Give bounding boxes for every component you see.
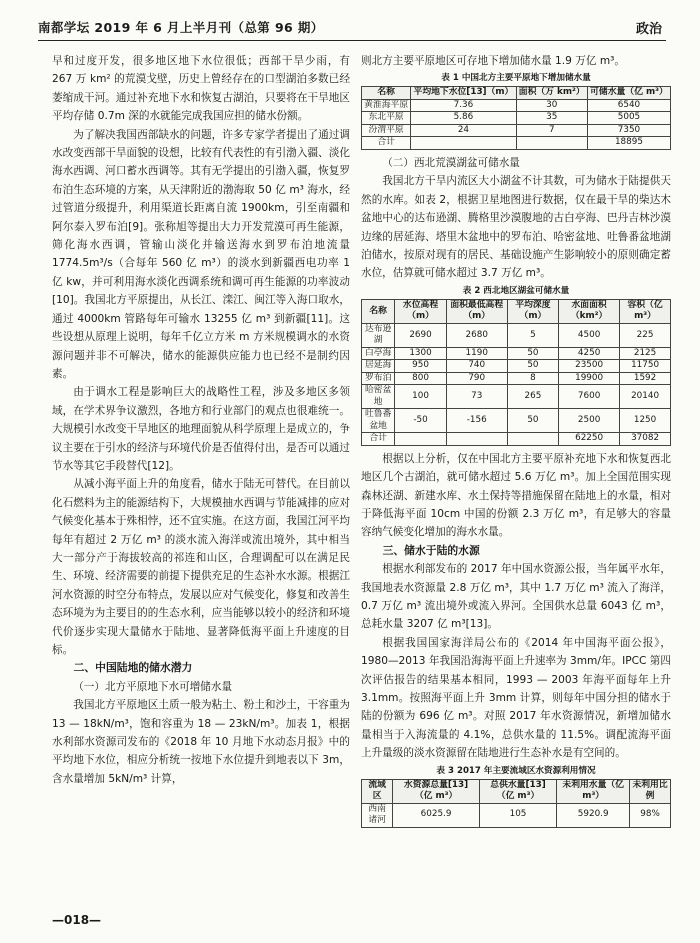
table-cell: 23500 xyxy=(559,360,620,373)
paragraph: 我国北方平原地区土质一般为粘土、粉土和沙土，干容重为 13 — 18kN/m³，饱和容重为 18 — 23kN/m³。加表 1，根据水利部水资源司发布的《2018 年 10 月地下水动态月报》中的平均地下水位，相应分析统一按地下水位提升到地表以下 3m，含水量增加 5kN/m³ 计算， xyxy=(52,699,350,785)
table-cell: 合计 xyxy=(362,433,395,446)
table-cell: 50 xyxy=(507,347,558,360)
table-header-cell: 面积（万 km²） xyxy=(516,87,587,100)
table-cell: 白亭海 xyxy=(362,347,395,360)
paragraph: 早和过度开发，很多地区地下水位很低；西部干旱少雨，有 267 万 km² 的荒漠戈壁，历史上曾经存在的口型湖泊多数已经萎缩成干河。通过补充地下水和恢复古湖泊，只要将在干旱地区平均存储 0.7m 深的水就能完成我国应担的储水份额。 xyxy=(52,55,350,123)
table-cell xyxy=(516,137,587,150)
table-cell: 汾渭平原 xyxy=(362,124,411,137)
left-column xyxy=(52,52,350,788)
table-cell: -156 xyxy=(446,409,507,433)
paragraph: 则北方主要平原地区可存地下增加储水量 1.9 万亿 m³。 xyxy=(361,55,625,67)
table-water-resources xyxy=(361,779,671,828)
table-header-cell: 面积最低高程（m） xyxy=(446,299,507,323)
table-cell: 5920.9 xyxy=(557,803,630,827)
section-heading: 三、储水于陆的水源 xyxy=(382,543,480,557)
table-header-cell: 流域区 xyxy=(362,779,393,803)
table-cell: 4250 xyxy=(559,347,620,360)
table-header-cell: 水资源总量[13]（亿 m³） xyxy=(393,779,479,803)
section-label: 政治 xyxy=(635,22,662,37)
paragraph: 由于调水工程是影响巨大的战略性工程，涉及多地区多领域，在学术界争议激烈，各地方和行业部门的观点也很难统一。大规模引水改变干旱地区的地理面貌从科学原理上是成立的，争议主要在于引水的经济与环境代价是否值得付出，是否可以通过节水等其它手段替代[12]。 xyxy=(52,386,350,472)
table-cell: 800 xyxy=(395,372,446,385)
table-cell: 2690 xyxy=(395,323,446,347)
table-header-cell: 未利用水量（亿 m³） xyxy=(557,779,630,803)
table-cell: 4500 xyxy=(559,323,620,347)
table-header-cell: 名称 xyxy=(362,299,395,323)
paragraph: 根据我国国家海洋局公布的《2014 年中国海平面公报》，1980—2013 年我国沿海海平面上升速率为 3mm/年。IPCC 第四次评估报告的结果基本相同，1993 — 2003 年海平面每年上升 3.1mm。按照海平面上升 3mm 计算，则每年中国分担的储水于陆的份额为 696 亿 m³。对照 2017 年水资源情况，新增加储水量相当于入海流量的 4.1%，总供水量的 11.5%。调配流海平面上升量级的淡水资源留在陆地进行生态补水是有空间的。 xyxy=(361,636,671,760)
table-cell: 265 xyxy=(507,385,558,409)
table-cell: 2500 xyxy=(559,409,620,433)
table-cell: 8 xyxy=(507,372,558,385)
table-cell: 740 xyxy=(446,360,507,373)
table-header-cell: 总供水量[13]（亿 m³） xyxy=(479,779,557,803)
table-row xyxy=(362,385,671,409)
table-cell: 吐鲁番盆地 xyxy=(362,409,395,433)
table-cell: 5 xyxy=(507,323,558,347)
table-cell: 1592 xyxy=(620,372,671,385)
table-cell: 18895 xyxy=(587,137,670,150)
table-cell: 5005 xyxy=(587,112,670,125)
table-cell: 11750 xyxy=(620,360,671,373)
paragraph: 我国北方干旱内流区大小湖盆不计其数，可为储水于陆提供天然的水库。如表 2，根据卫星地图进行数据，仅在最干旱的柴达木盆地中心的达布逊湖、腾格里沙漠腹地的古白亭海、巴丹吉林沙漠边缘的居延海、塔里木盆地中的罗布泊、哈密盆地、吐鲁番盆地湖泊储水，按原对现有的居民、基础设施产生影响较小的原则确定蓄水位，估算就可储水超过 3.7 万亿 m³。 xyxy=(361,175,671,280)
table-cell: 1300 xyxy=(395,347,446,360)
table-row xyxy=(362,433,671,446)
table-cell: 62250 xyxy=(559,433,620,446)
table-lake-basins xyxy=(361,299,671,446)
table-cell: 6540 xyxy=(587,99,670,112)
table-header-cell: 平均深度（m） xyxy=(507,299,558,323)
table-cell: 哈密盆地 xyxy=(362,385,395,409)
table-header-cell: 可储水量（亿 m³） xyxy=(587,87,670,100)
table-cell: 6025.9 xyxy=(393,803,479,827)
table-row xyxy=(362,137,671,150)
table-row xyxy=(362,323,671,347)
subsection-heading: （二）西北荒漠湖盆可储水量 xyxy=(382,156,520,169)
table-row xyxy=(362,372,671,385)
table-header-cell: 未利用比例 xyxy=(630,779,671,803)
table-cell: 50 xyxy=(507,360,558,373)
paragraph: 根据以上分析，仅在中国北方主要平原补充地下水和恢复西北地区几个古湖泊，就可储水超过 5.6 万亿 m³。加上全国范围实现森林还湖、新建水库、水土保持等措施保留在陆地上的水量，相对于降低海平面 10cm 中国的份额 2.3 万亿 m³，有足够大的容量容纳气候变化增加的海水水量。 xyxy=(361,452,671,539)
table-cell: 105 xyxy=(479,803,557,827)
paragraph: 根据水利部发布的 2017 年中国水资源公报，当年属平水年，我国地表水资源量 2.8 万亿 m³，其中 1.7 万亿 m³ 流入了海洋，0.7 万亿 m³ 流出境外或流入界河。全国供水总量 6043 亿 m³，总耗水量 3207 亿 m³[13]。 xyxy=(361,563,671,631)
right-column xyxy=(361,52,671,832)
table-cell: 24 xyxy=(411,124,516,137)
paragraph: 从减小海平面上升的角度看，储水于陆无可替代。在目前以化石燃料为主的能源结构下，大规模抽水西调与节能减排的应对气候变化基本于殊相悖，还不宜实施。在这方面，我国江河平均每年有超过 2 万亿 m³ 的淡水流入海洋或流出境外，其中相当大一部分产于海拔较高的祁连和山区，合理调配可以在满足民生、环境、经济需要的前提下提供充足的生态补水水源。根据江河水资源的时空分布特点，发展以应对气候变化，修复和改善生态环境为为主要目的的生态水利，应当能够以较小的经济和环境代价逐步实现大量储水于陆地、显著降低海平面上升速度的目标。 xyxy=(52,478,350,656)
table-cell: 2680 xyxy=(446,323,507,347)
table-cell: 30 xyxy=(516,99,587,112)
table-cell: -50 xyxy=(395,409,446,433)
table-cell: 1190 xyxy=(446,347,507,360)
table-cell: 50 xyxy=(507,409,558,433)
table-cell: 73 xyxy=(446,385,507,409)
table-header-cell: 水位高程（m） xyxy=(395,299,446,323)
table-cell: 37082 xyxy=(620,433,671,446)
table-row xyxy=(362,124,671,137)
table-row xyxy=(362,803,671,827)
table-cell: 合计 xyxy=(362,137,411,150)
table-plain-groundwater xyxy=(361,86,671,150)
subsection-heading: （一）北方平原地下水可增储水量 xyxy=(73,680,233,693)
table-row xyxy=(362,347,671,360)
table-cell xyxy=(446,433,507,446)
table-cell xyxy=(507,433,558,446)
table-cell: 790 xyxy=(446,372,507,385)
table-cell xyxy=(411,137,516,150)
table-cell: 罗布泊 xyxy=(362,372,395,385)
journal-name: 南都学坛 2019 年 6 月上半月刊（总第 96 期） xyxy=(38,20,324,35)
table-cell: 黄淮海平原 xyxy=(362,99,411,112)
table-header-cell: 容积（亿 m³） xyxy=(620,299,671,323)
table-caption: 表 2 西北地区湖盆可储水量 xyxy=(462,285,570,296)
table-cell: 5.86 xyxy=(411,112,516,125)
table-row xyxy=(362,360,671,373)
table-cell: 居延海 xyxy=(362,360,395,373)
table-cell: 20140 xyxy=(620,385,671,409)
table-cell: 100 xyxy=(395,385,446,409)
paragraph: 为了解决我国西部缺水的问题，许多专家学者提出了通过调水改变西部干旱面貌的设想，比较有代表性的有引渤入疆、淡化海水西调、河口蓄水西调等。其有无学提出的引渤入疆，恢复罗布泊生态环境的方案，从天津附近的渤海取 50 亿 m³ 海水，经过管道分级提升，利用渠道长距离自流 1900km，引至南疆和阿尔泰入罗布泊[9]。张称旭等提出大力开发荒漠可再生能源，筛化海水西调，管输山淡化并输送海水到罗布泊地流量 1774.5m³/s（合每年 560 亿 m³）的淡水到新疆西电功率 1 亿 kw，并可利用海水淡化西调系统和调可再生能源的功率波动[10]。我国北方平原提出，从长江、滦江、闽江等入海口取水，通过 4000km 管路每年可输水 13255 亿 m³ 到新疆[11]。这些设想从原理上说明，每年千亿立方米 m 方米规模调水的水资源问题并非不可解决，储水的能源供应能力也已经不是制约因素。 xyxy=(52,128,350,380)
table-cell: 7600 xyxy=(559,385,620,409)
table-cell: 225 xyxy=(620,323,671,347)
table-cell: 2125 xyxy=(620,347,671,360)
table-cell: 7.36 xyxy=(411,99,516,112)
table-cell: 达布逊湖 xyxy=(362,323,395,347)
table-row xyxy=(362,99,671,112)
section-heading: 二、中国陆地的储水潜力 xyxy=(73,661,193,675)
table-cell xyxy=(395,433,446,446)
table-header-cell: 平均地下水位[13]（m） xyxy=(411,87,516,100)
table-header-cell: 水面面积（km²） xyxy=(559,299,620,323)
table-caption: 表 3 2017 年主要流域区水资源利用情况 xyxy=(436,765,596,776)
table-cell: 7 xyxy=(516,124,587,137)
table-cell: 1250 xyxy=(620,409,671,433)
table-caption: 表 1 中国北方主要平原地下增加储水量 xyxy=(441,73,591,84)
table-row xyxy=(362,409,671,433)
table-cell: 7350 xyxy=(587,124,670,137)
table-cell: 19900 xyxy=(559,372,620,385)
page-number: —018— xyxy=(52,913,102,927)
table-cell: 35 xyxy=(516,112,587,125)
table-cell: 东北平原 xyxy=(362,112,411,125)
table-cell: 950 xyxy=(395,360,446,373)
table-row xyxy=(362,112,671,125)
running-header xyxy=(38,16,666,41)
table-cell: 98% xyxy=(630,803,671,827)
table-cell: 西南诸河 xyxy=(362,803,393,827)
table-header-cell: 名称 xyxy=(362,87,411,100)
